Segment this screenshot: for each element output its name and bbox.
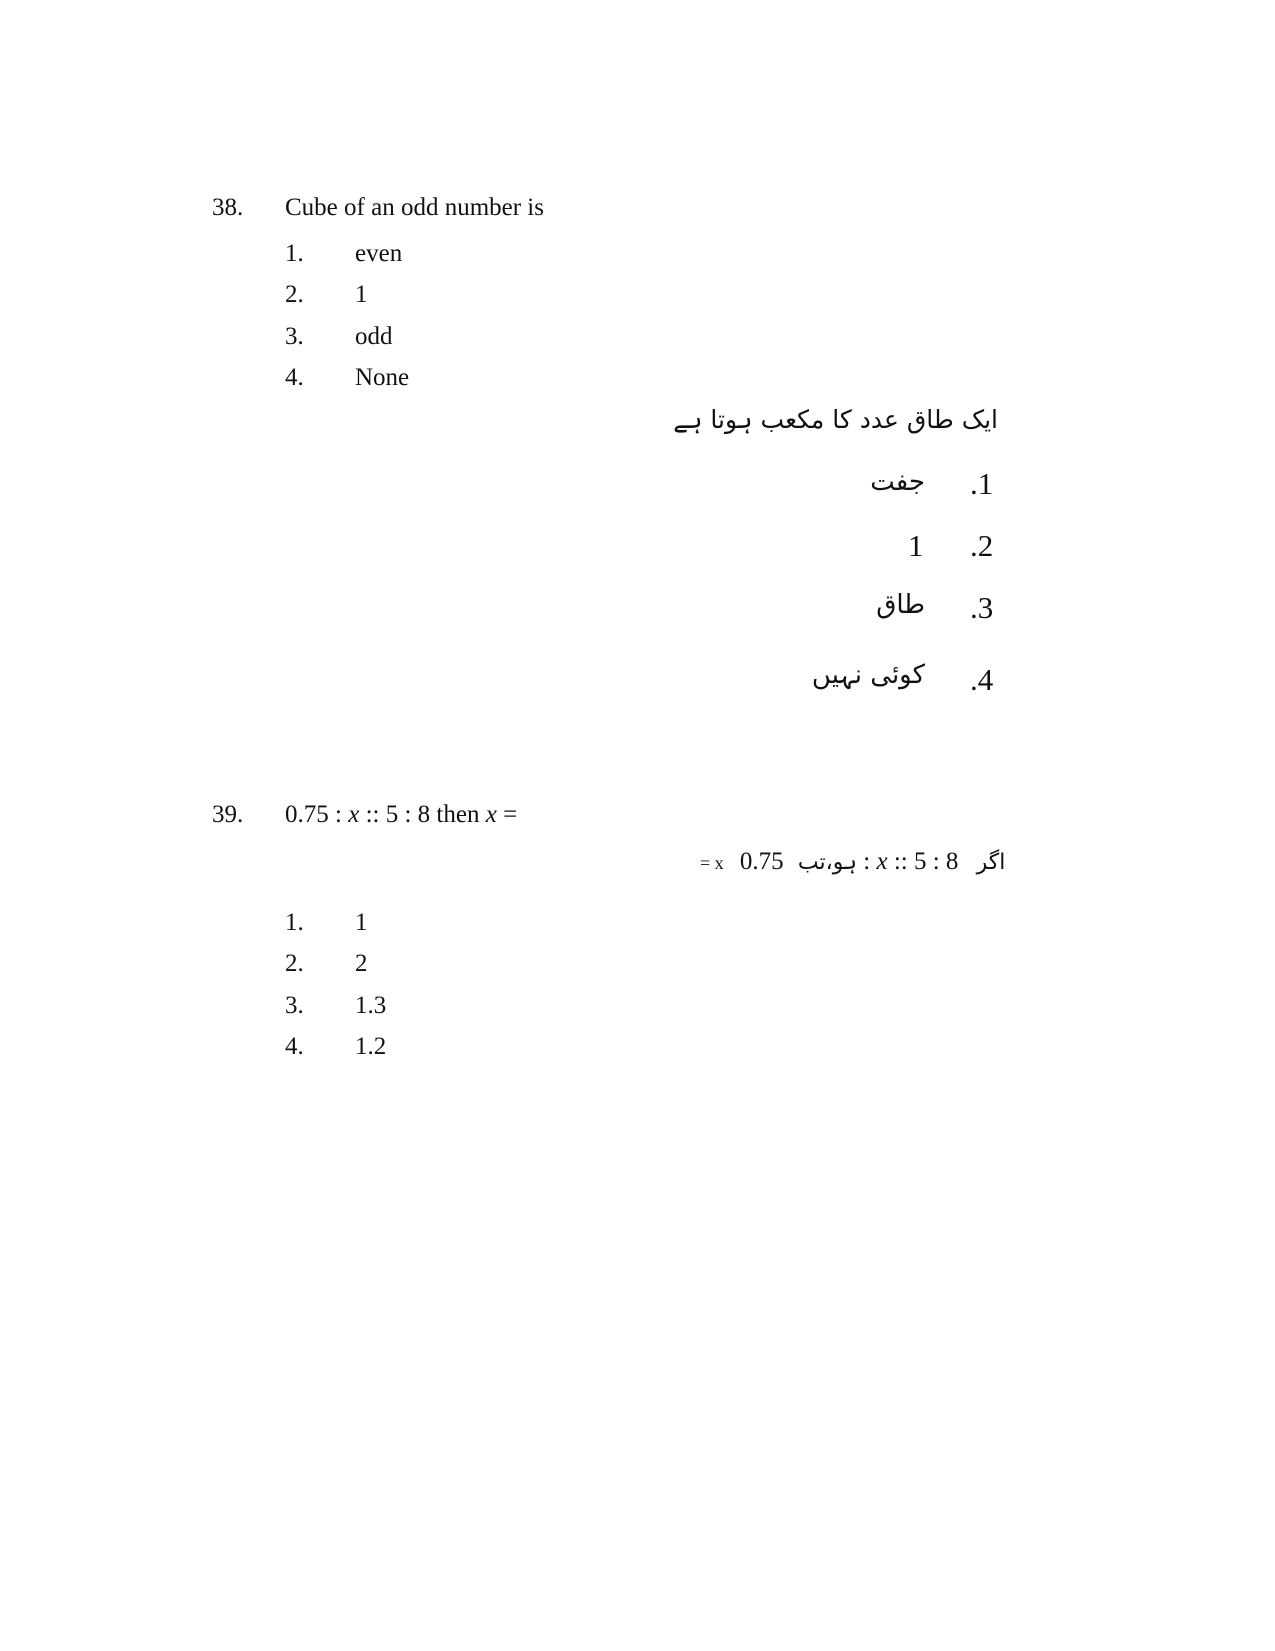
option-text: even [355, 240, 403, 267]
option-number: 1. [285, 240, 304, 267]
question-number: 38. [212, 194, 244, 221]
urdu-option-text: کوئی نہیں [811, 660, 925, 690]
option-text: 1.2 [355, 1033, 387, 1060]
option-number: 2. [285, 281, 304, 308]
option-text: 1.3 [355, 992, 387, 1019]
option-text: odd [355, 323, 393, 350]
urdu-option-number: .1 [970, 466, 994, 501]
option-number: 1. [285, 909, 304, 936]
urdu-option-number: .3 [970, 590, 994, 625]
question-text: 0.75 : x :: 5 : 8 then x = [285, 801, 518, 828]
urdu-option-number: .2 [970, 528, 994, 563]
option-text: 1 [355, 909, 368, 936]
question-text: Cube of an odd number is [285, 194, 544, 221]
urdu-option-text: 1 [908, 528, 924, 563]
urdu-option-text: طاق [876, 590, 925, 620]
option-number: 3. [285, 323, 304, 350]
option-text: 2 [355, 950, 368, 977]
option-number: 4. [285, 364, 304, 391]
urdu-option-number: .4 [970, 662, 994, 697]
urdu-question-text: = x ہو،تب 0.75 : x :: 5 : 8 اگر [700, 848, 1006, 875]
option-text: None [355, 364, 410, 391]
urdu-option-text: جفت [870, 467, 925, 497]
option-number: 4. [285, 1033, 304, 1060]
question-number: 39. [212, 801, 244, 828]
option-number: 3. [285, 992, 304, 1019]
urdu-question-text: ایک طاق عدد کا مکعب ہوتا ہے [673, 405, 998, 434]
option-number: 2. [285, 950, 304, 977]
option-text: 1 [355, 281, 368, 308]
